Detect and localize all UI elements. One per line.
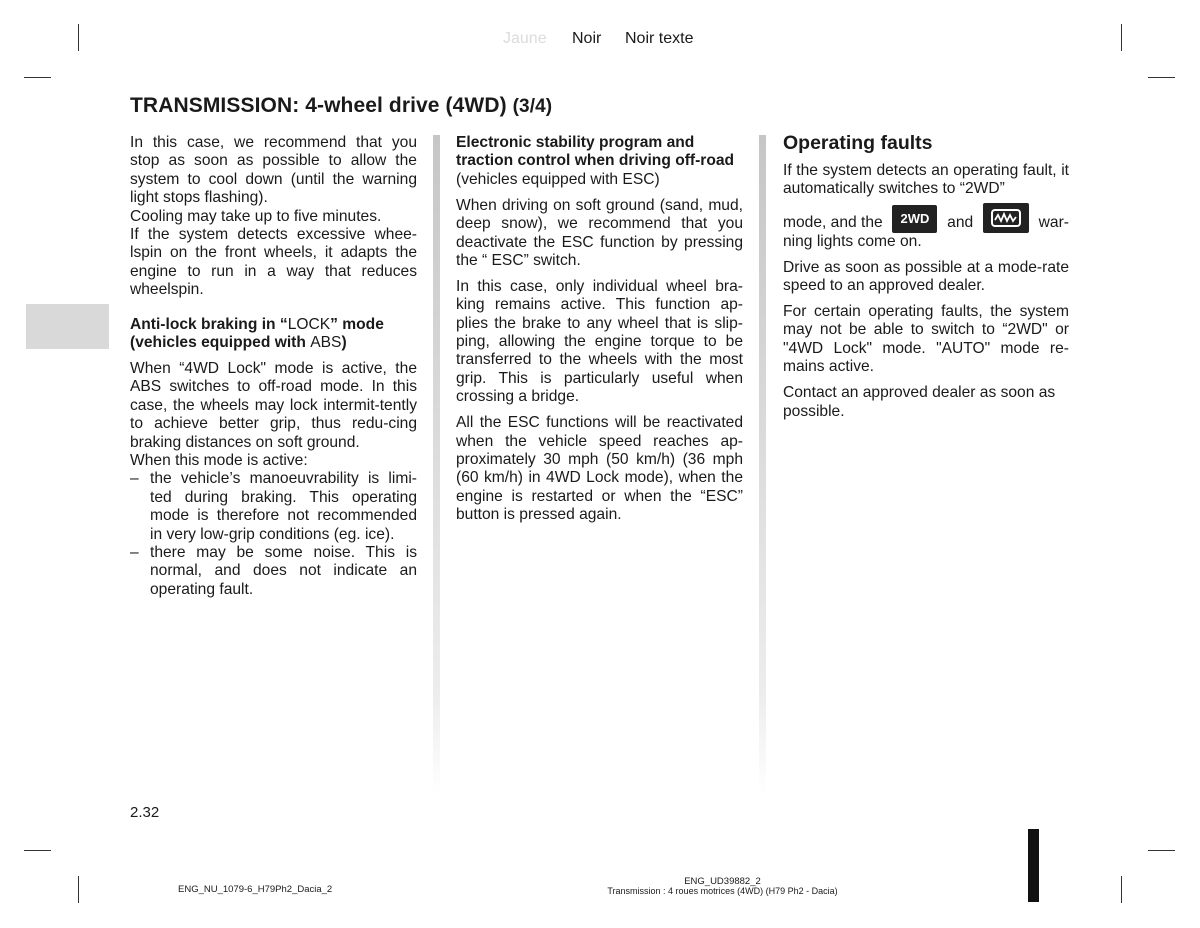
paragraph-with-icons	[783, 203, 1069, 233]
list-dash: –	[130, 544, 139, 562]
column-2	[456, 134, 743, 532]
page-title-part: (3/4)	[512, 96, 553, 117]
paragraph: (vehicles equipped with ESC)	[456, 170, 660, 188]
list-item-text: there may be some noise. This is normal, and does not indicate an operating fault.	[150, 544, 417, 598]
list-item-text: the vehicle’s manoeuvrability is limi-ted during braking. This operating mode is therefore not recommended in very low-grip conditions (eg. ice).	[150, 470, 417, 543]
paragraph: When “4WD Lock" mode is active, the ABS switches to off-road mode. In this case, the wheels may lock intermit-tently to achieve better grip, thus redu-cing braking distances on soft ground.	[130, 359, 417, 451]
paragraph: For certain operating faults, the system may not be able to switch to “2WD" or "4WD Lock" mode. "AUTO" mode re-mains active.	[783, 303, 1069, 376]
paragraph: Contact an approved dealer as soon as possible.	[783, 384, 1056, 420]
crop-mark	[1148, 850, 1175, 851]
page-number: 2.32	[130, 804, 160, 821]
inline-text: war-	[1038, 214, 1069, 232]
heading-text: Anti-lock braking in “	[130, 315, 288, 333]
section-heading-esc: Electronic stability program and traction control when driving off-road	[456, 134, 735, 170]
color-label-noir: Noir	[572, 30, 602, 47]
list-item	[130, 544, 417, 599]
paragraph: If the system detects excessive whee-lspin on the front wheels, it adapts the engine to run in a way that reduces wheelspin.	[130, 226, 417, 299]
list-item	[130, 470, 417, 544]
crop-mark	[24, 850, 51, 851]
paragraph: In this case, we recommend that you stop as soon as possible to allow the system to cool down (until the warning light stops flashing).	[130, 134, 417, 207]
transmission-warning-wave-icon	[983, 203, 1029, 233]
paragraph: ning lights come on.	[783, 232, 922, 250]
color-label-jaune: Jaune	[503, 30, 547, 47]
paragraph: When this mode is active:	[130, 452, 308, 469]
paragraph: If the system detects an operating fault, it automatically switches to “2WD”	[783, 162, 1069, 198]
crop-mark	[78, 24, 79, 51]
paragraph: All the ESC functions will be reactivated when the vehicle speed reaches ap-proximately 30 mph (50 km/h) (36 mph (60 km/h) in 4WD Lock mode), when the engine is restarted or when the “ESC” button is pressed again.	[456, 414, 743, 524]
2wd-warning-icon: 2WD	[892, 205, 937, 233]
paragraph: When driving on soft ground (sand, mud, deep snow), we recommend that you deactivate the ESC function by pressing the “ ESC” switch.	[456, 196, 743, 269]
paragraph: Drive as soon as possible at a mode-rate speed to an approved dealer.	[783, 258, 1069, 295]
section-heading-abs	[130, 316, 417, 353]
column-1	[130, 134, 417, 599]
column-divider-bar	[759, 135, 766, 795]
footer-center-title: Transmission : 4 roues motrices (4WD) (H79 Ph2 - Dacia)	[607, 886, 838, 896]
crop-mark	[24, 77, 51, 78]
heading-text: ABS	[310, 334, 342, 352]
crop-mark	[1121, 24, 1122, 51]
crop-mark	[1121, 876, 1122, 903]
color-label-noir-texte: Noir texte	[625, 30, 694, 47]
page-edge-marker	[1028, 829, 1039, 902]
crop-mark	[1148, 77, 1175, 78]
page-title-main: TRANSMISSION: 4-wheel drive (4WD)	[130, 94, 507, 117]
section-tab-marker	[26, 304, 109, 349]
column-divider-bar	[433, 135, 440, 795]
inline-text: and	[947, 214, 974, 232]
page-title	[130, 94, 552, 118]
section-heading-operating-faults: Operating faults	[783, 132, 933, 154]
heading-text: ” mode	[330, 315, 384, 333]
paragraph: Cooling may take up to five minutes.	[130, 207, 382, 225]
heading-text: LOCK	[287, 315, 331, 333]
heading-text: )	[341, 334, 347, 352]
footer-left: ENG_NU_1079-6_H79Ph2_Dacia_2	[178, 884, 333, 895]
footer-center-code: ENG_UD39882_2	[684, 876, 761, 887]
crop-mark	[78, 876, 79, 903]
heading-text: (vehicles equipped with	[130, 334, 311, 352]
inline-text: mode, and the	[783, 214, 883, 232]
paragraph: In this case, only individual wheel bra-king remains active. This function ap-plies the brake to any wheel that is slip-ping, allowing the engine torque to be transferred to the wheels with the most grip. This is particularly useful when crossing a bridge.	[456, 277, 743, 406]
column-3	[783, 132, 1069, 428]
list-dash: –	[130, 470, 139, 488]
